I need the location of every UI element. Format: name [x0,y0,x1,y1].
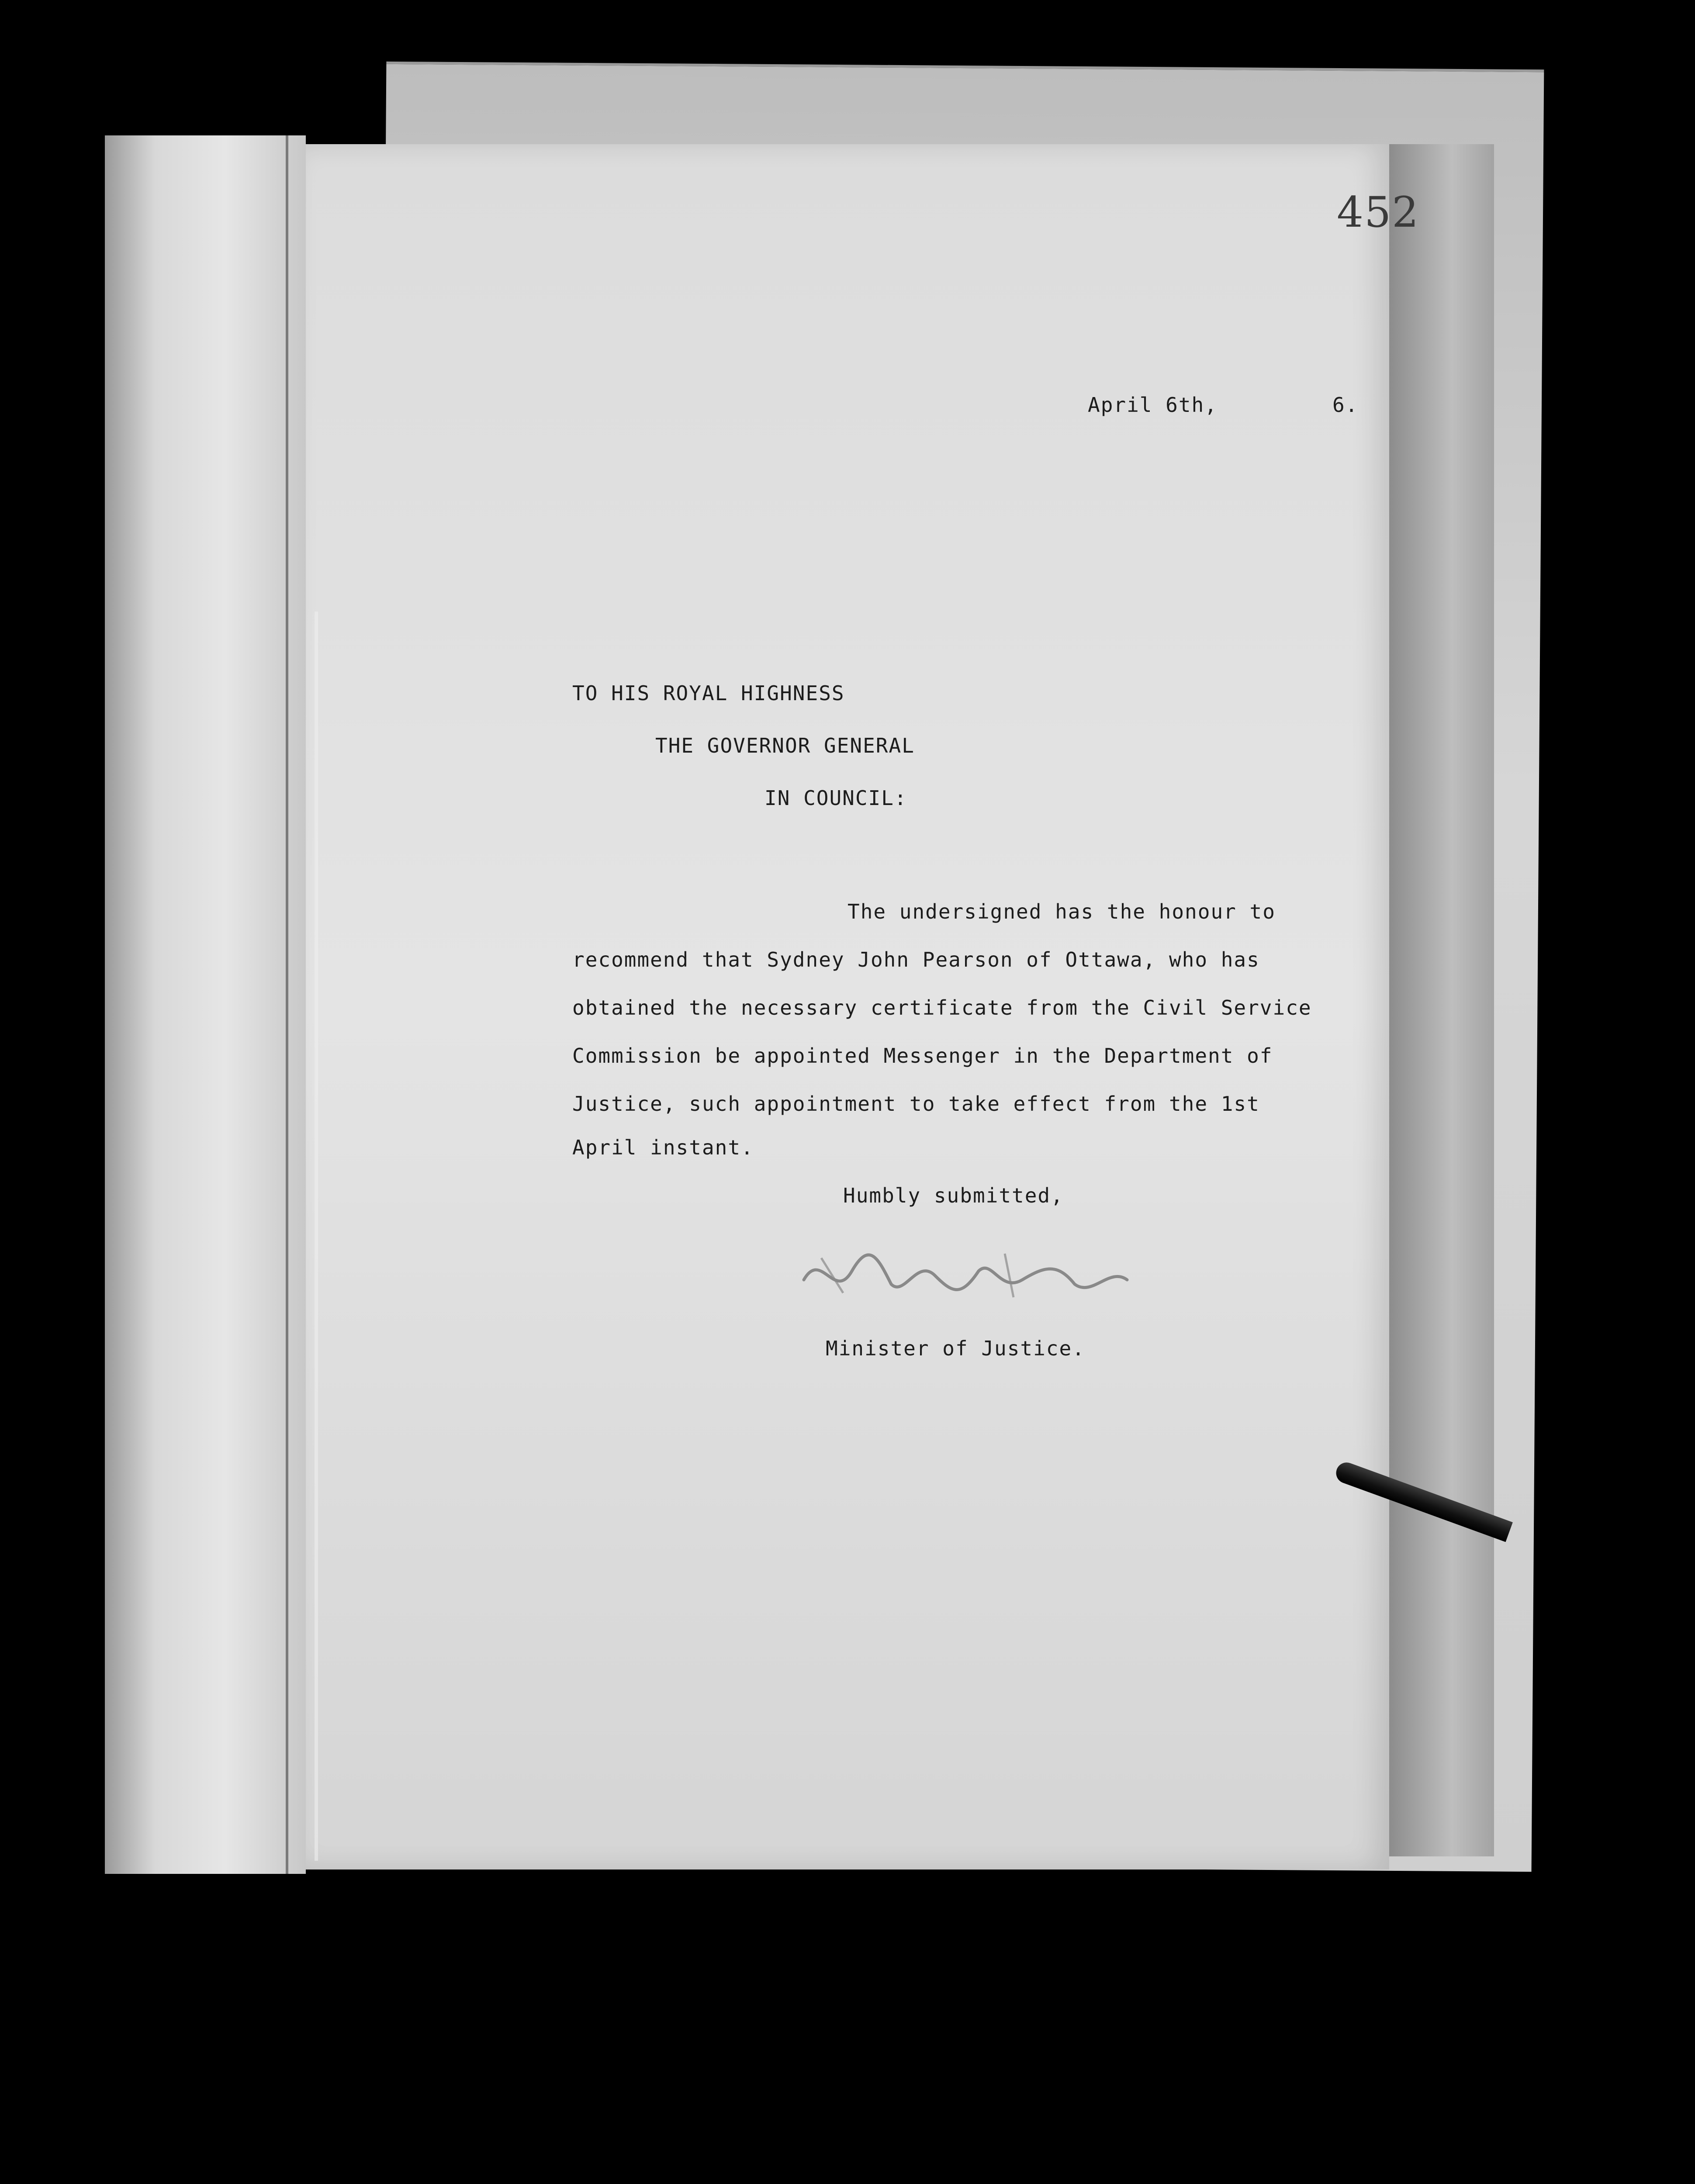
body-line-2: recommend that Sydney John Pearson of Ottawa, who has [572,948,1260,971]
address-line-1: TO HIS ROYAL HIGHNESS [572,681,845,705]
body-line-6: April instant. [572,1136,754,1159]
signatory-title: Minister of Justice. [826,1337,1085,1360]
page-number: 452 [1337,188,1420,237]
right-sheet-edge [1389,144,1494,1856]
body-line-3: obtained the necessary certificate from the Civil Service [572,996,1312,1019]
left-folded-sheet [105,135,306,1874]
date: April 6th, [1088,393,1218,417]
date-year: 6. [1332,393,1359,417]
closing: Humbly submitted, [843,1184,1064,1207]
address-line-2: THE GOVERNOR GENERAL [655,734,915,757]
signature [795,1232,1188,1319]
page-crease [315,612,318,1861]
body-line-5: Justice, such appointment to take effect from the 1st [572,1092,1260,1116]
body-line-1: The undersigned has the honour to [848,900,1276,923]
address-line-3: IN COUNCIL: [764,786,907,810]
body-line-4: Commission be appointed Messenger in the Department of [572,1044,1273,1068]
